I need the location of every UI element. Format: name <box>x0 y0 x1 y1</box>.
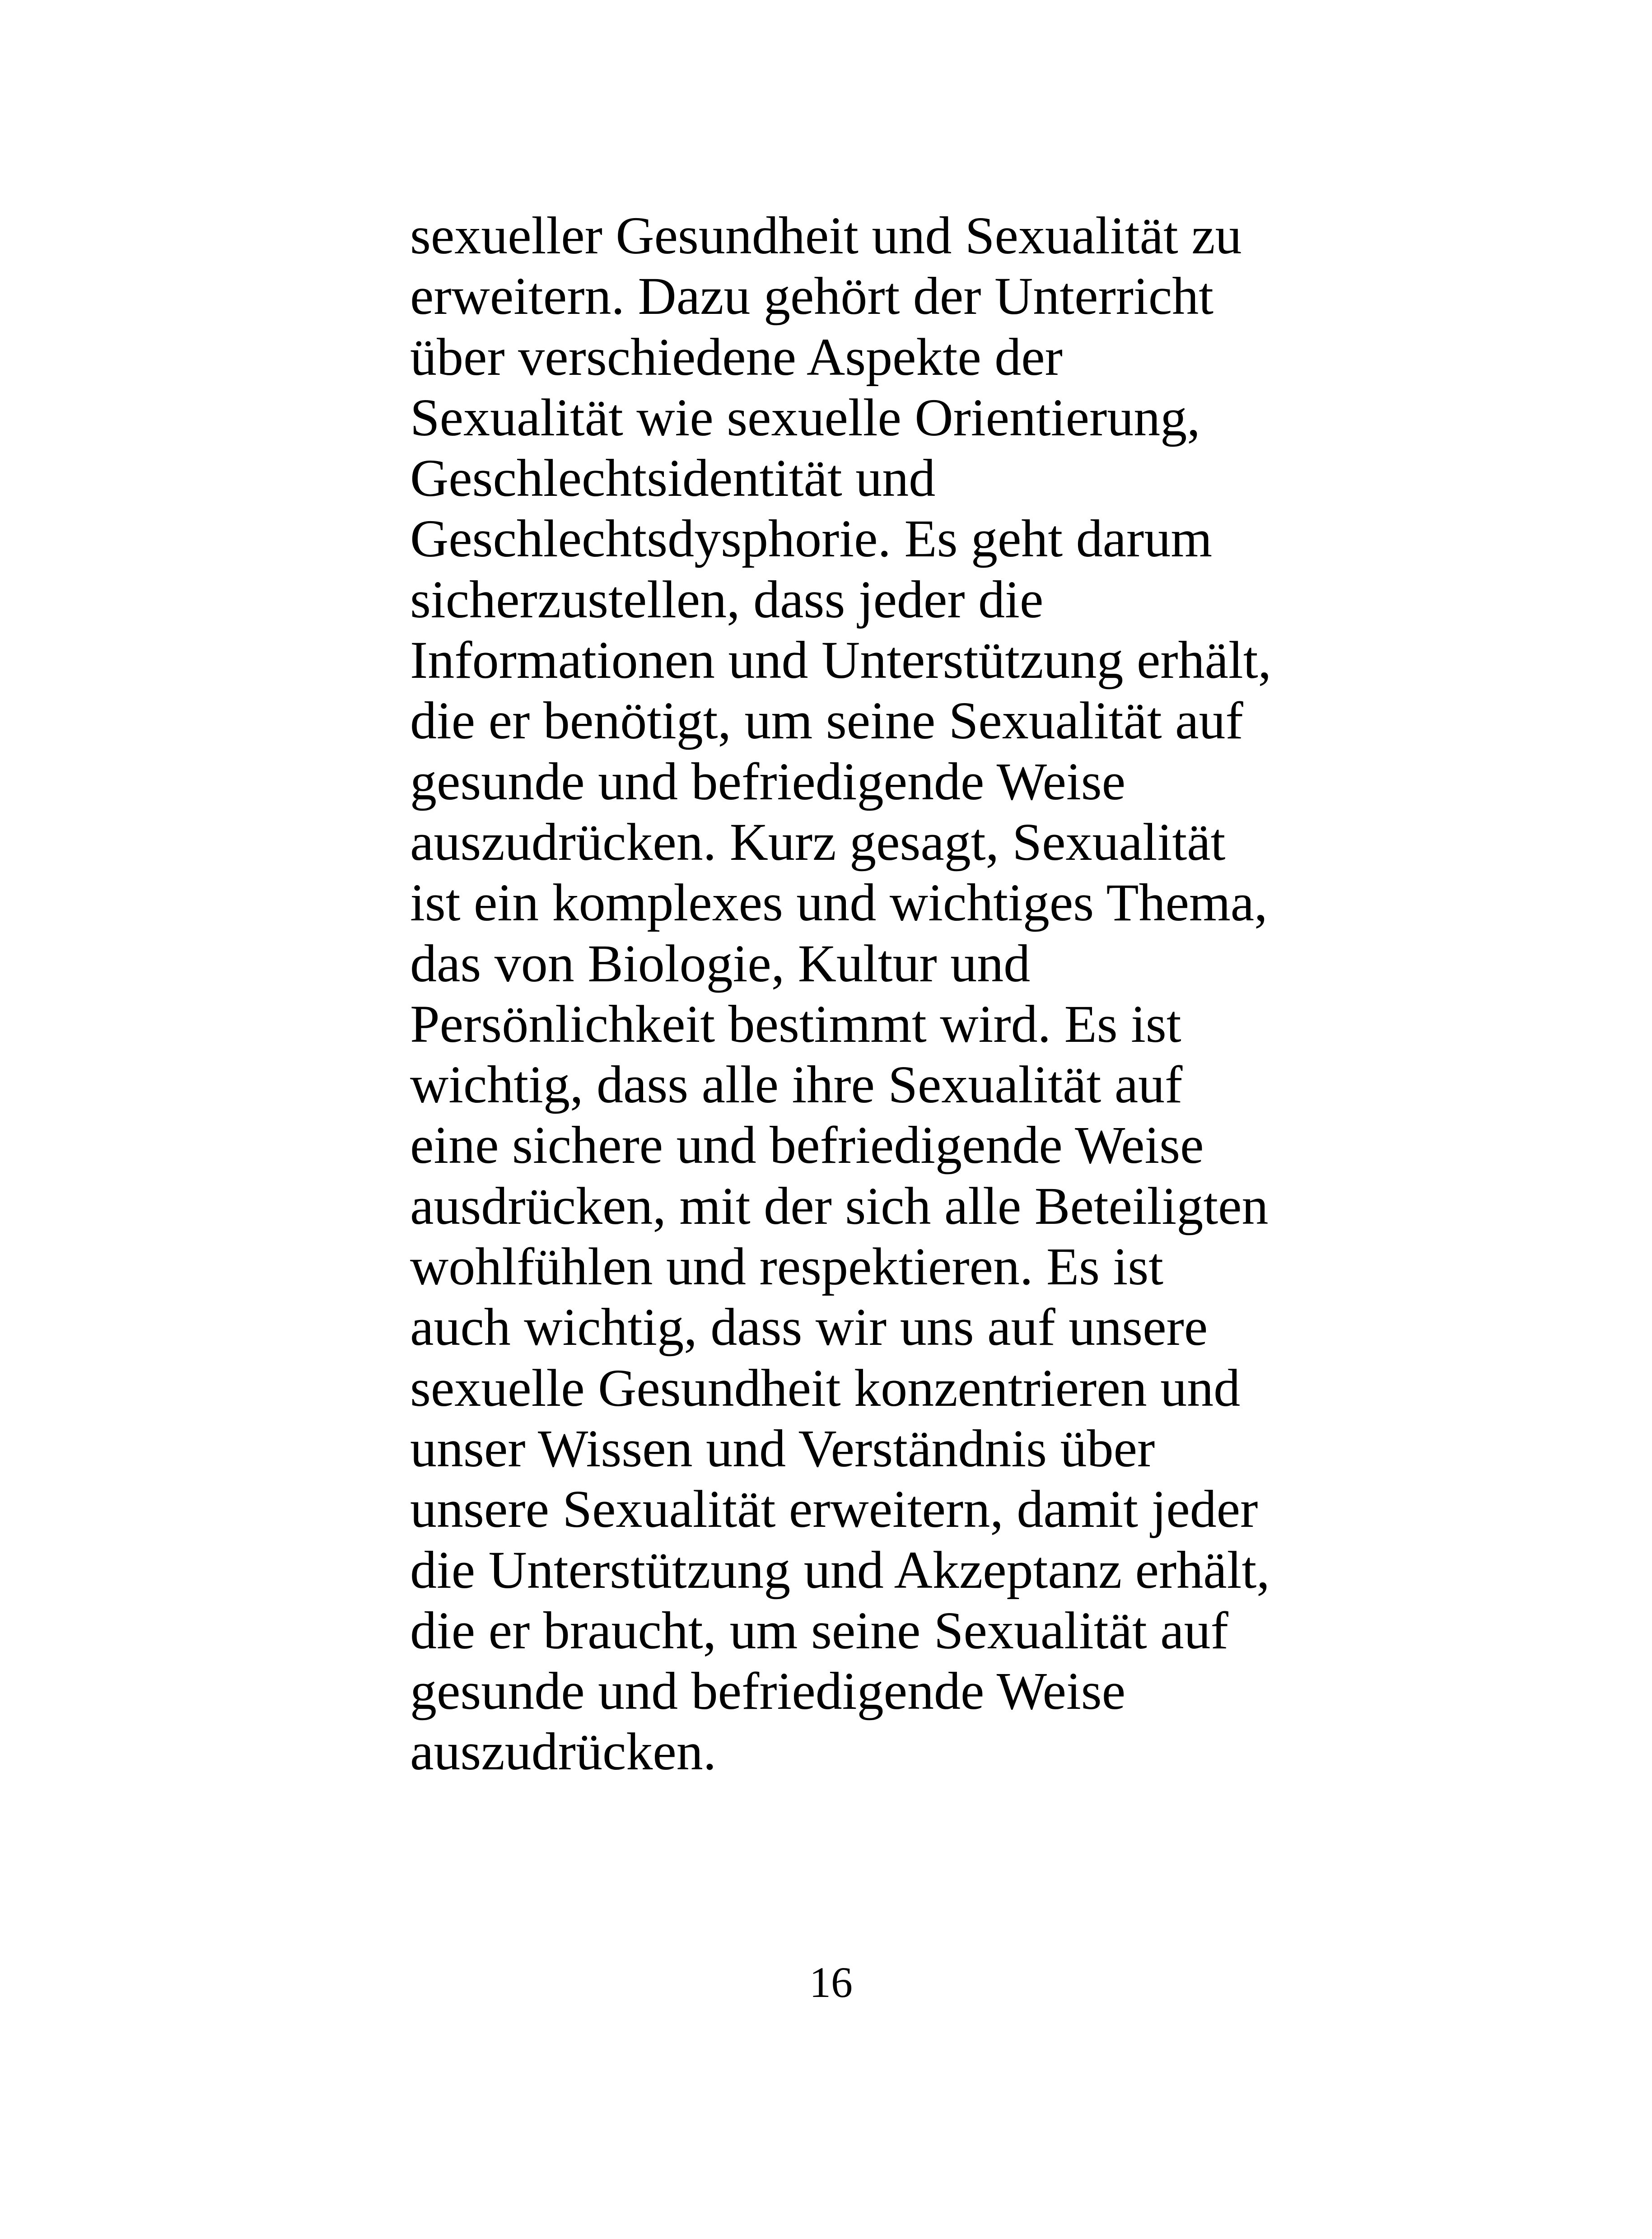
text-line: die Unterstützung und Akzeptanz erhält, <box>410 1540 1270 1600</box>
text-line: Geschlechtsdysphorie. Es geht darum <box>410 509 1213 569</box>
body-text <box>410 205 1309 1782</box>
text-line: sicherzustellen, dass jeder die <box>410 569 1044 629</box>
text-line: über verschiedene Aspekte der <box>410 327 1063 387</box>
text-line: auszudrücken. Kurz gesagt, Sexualität <box>410 812 1226 872</box>
text-line: unser Wissen und Verständnis über <box>410 1418 1155 1478</box>
text-line: Informationen und Unterstützung erhält, <box>410 630 1272 690</box>
text-line: erweitern. Dazu gehört der Unterricht <box>410 266 1213 326</box>
text-line: ist ein komplexes und wichtiges Thema, <box>410 873 1268 933</box>
text-line: Sexualität wie sexuelle Orientierung, <box>410 387 1200 447</box>
text-line: die er braucht, um seine Sexualität auf <box>410 1600 1228 1660</box>
text-line: wichtig, dass alle ihre Sexualität auf <box>410 1055 1183 1115</box>
text-line: unsere Sexualität erweitern, damit jeder <box>410 1479 1258 1539</box>
text-line: sexueller Gesundheit und Sexualität zu <box>410 206 1242 265</box>
text-line: sexuelle Gesundheit konzentrieren und <box>410 1358 1241 1418</box>
text-line: gesunde und befriedigende Weise <box>410 751 1126 811</box>
text-line: Geschlechtsidentität und <box>410 448 936 508</box>
page-number: 16 <box>809 1958 853 2006</box>
text-line: gesunde und befriedigende Weise <box>410 1661 1126 1721</box>
text-line: Persönlichkeit bestimmt wird. Es ist <box>410 994 1181 1054</box>
text-line: ausdrücken, mit der sich alle Beteiligten <box>410 1176 1269 1236</box>
text-line: auch wichtig, dass wir uns auf unsere <box>410 1297 1208 1357</box>
text-line: das von Biologie, Kultur und <box>410 933 1031 993</box>
text-line: die er benötigt, um seine Sexualität auf <box>410 691 1243 751</box>
text-line: auszudrücken. <box>410 1722 717 1782</box>
text-line: eine sichere und befriedigende Weise <box>410 1115 1204 1175</box>
text-line: wohlfühlen und respektieren. Es ist <box>410 1237 1164 1297</box>
